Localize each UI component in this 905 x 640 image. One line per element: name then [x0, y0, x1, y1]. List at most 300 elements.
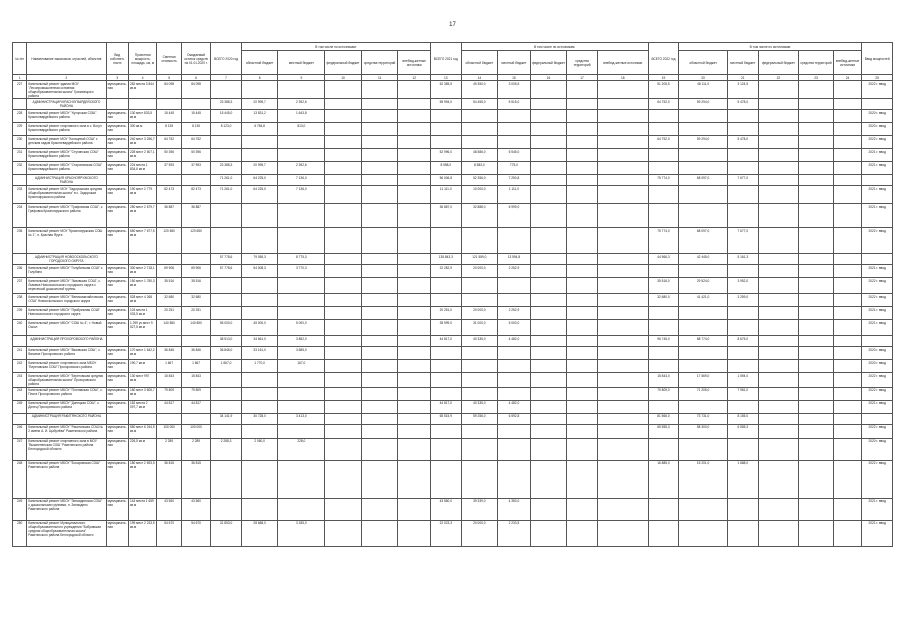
row-number: 249 — [13, 498, 27, 520]
local-2022: 5 478,0 — [728, 136, 759, 149]
total-2022 — [648, 498, 679, 520]
empty-cell — [833, 424, 862, 438]
capacity: 190 мест 2 779 кв.м — [128, 186, 156, 204]
total-2021 — [431, 228, 462, 254]
empty-cell — [530, 360, 567, 373]
empty-cell — [361, 278, 398, 294]
column-number: 2 — [27, 75, 106, 81]
empty-cell — [361, 228, 398, 254]
regional-2020: 64 225,0 — [241, 175, 278, 186]
regional-2021: 10 000,0 — [461, 186, 498, 204]
local-2020: 2 392,6 — [278, 162, 325, 175]
regional-2022 — [679, 307, 728, 320]
estimated-cost: 35 516 — [157, 278, 181, 294]
empty-cell — [758, 373, 799, 387]
regional-2020 — [241, 307, 278, 320]
column-number: 3 — [106, 75, 128, 81]
empty-cell — [567, 400, 598, 413]
estimated-cost: 43 560 — [157, 498, 181, 520]
object-name: Капитальный ремонт спортивного зала МБОУ "Береговская СОШ" Прохоровского района — [27, 360, 106, 373]
remaining-funds: 2 289 — [181, 438, 210, 460]
ownership-type: муниципаль-ная — [106, 110, 128, 123]
empty-cell — [799, 186, 834, 204]
local-2022 — [728, 520, 759, 546]
total-2020: 8 123,0 — [211, 123, 242, 136]
header-extra: внебюд-жетные источники — [398, 51, 431, 75]
empty-cell — [567, 204, 598, 228]
empty-cell — [398, 360, 431, 373]
remaining-funds: 15 843 — [181, 373, 210, 387]
remaining-funds: 35 516 — [181, 278, 210, 294]
group-row — [13, 99, 893, 110]
regional-2021 — [461, 460, 498, 498]
empty-cell — [530, 162, 567, 175]
empty-cell — [799, 520, 834, 546]
object-name: Капитальный ремонт МБОУ "Бочаровская СОШ" Ракитянского района — [27, 460, 106, 498]
group-name: АДМИНИСТРАЦИЯ ПРОХОРОВСКОГО РАЙОНА — [27, 336, 106, 347]
row-number: 227 — [13, 81, 27, 99]
ownership-type: муниципаль-ная — [106, 162, 128, 175]
regional-2022: 29 524,0 — [679, 278, 728, 294]
estimated-cost: 120 650 — [157, 228, 181, 254]
empty-cell — [325, 520, 362, 546]
empty-cell — [361, 498, 398, 520]
estimated-cost: 64 752 — [157, 136, 181, 149]
empty-cell — [325, 360, 362, 373]
column-number: 12 — [398, 75, 431, 81]
regional-2021: 49 350,0 — [461, 81, 498, 99]
ownership-type: муниципаль-ная — [106, 186, 128, 204]
group-name: АДМИНИСТРАЦИЯ РАКИТЯНСКОГО РАЙОНА — [27, 413, 106, 424]
regional-2022: 48 111,0 — [679, 81, 728, 99]
capacity: 170 мест 1 642,2 кв.м — [128, 347, 156, 360]
total-2022: 51 205,5 — [648, 81, 679, 99]
total-2021 — [431, 294, 462, 307]
local-2022 — [728, 265, 759, 278]
empty-cell — [361, 400, 398, 413]
regional-2022: 59 294,0 — [679, 99, 728, 110]
local-2022: 1 688,0 — [728, 460, 759, 498]
empty-cell — [398, 162, 431, 175]
header-name: Наименование заказчиков, отраслей, объектов — [27, 43, 106, 75]
input-year: 2022 г. ввод — [862, 294, 893, 307]
local-2020 — [278, 460, 325, 498]
local-2022 — [728, 347, 759, 360]
empty-cell — [597, 336, 648, 347]
empty-cell — [567, 186, 598, 204]
row-number: 248 — [13, 460, 27, 498]
table-row — [13, 136, 893, 149]
empty-cell — [398, 81, 431, 99]
regional-2020 — [241, 373, 278, 387]
empty-cell — [325, 265, 362, 278]
empty-cell — [128, 254, 156, 265]
empty-cell — [758, 162, 799, 175]
group-no-cell — [13, 336, 27, 347]
empty-cell — [833, 186, 862, 204]
local-2021 — [498, 347, 531, 360]
total-2021: 135 843,3 — [431, 254, 462, 265]
regional-2021: 20 000,0 — [461, 520, 498, 546]
table-row — [13, 438, 893, 460]
remaining-funds: 8 135 — [181, 123, 210, 136]
local-2021: 5 545,0 — [498, 149, 531, 162]
empty-cell — [799, 413, 834, 424]
group-name: АДМИНИСТРАЦИЯ НОВООСКОЛЬСКОГО ГОРОДСКОГО ОКРУГА — [27, 254, 106, 265]
object-name: Капитальный ремонт МБОУ "Хуторская СОШ" Красногвардейского района — [27, 110, 106, 123]
input-year: 2022 г. ввод — [862, 136, 893, 149]
empty-cell — [799, 136, 834, 149]
regional-2020 — [241, 424, 278, 438]
object-name: Капитальный ремонт МБОУ "Зинаидинская СОШ" с дошкольными группами, п. Зинаидино Ракитянского района — [27, 498, 106, 520]
local-2021 — [498, 110, 531, 123]
regional-2020: 2 060,0 — [241, 438, 278, 460]
empty-cell — [530, 136, 567, 149]
empty-cell — [530, 373, 567, 387]
object-name: Капитальный ремонт МБОУ "Прибрежная СОШ" Новооскольского городского округа — [27, 307, 106, 320]
empty-cell — [325, 254, 362, 265]
total-2022 — [648, 400, 679, 413]
ownership-type: муниципаль-ная — [106, 347, 128, 360]
header-ownership: Вид собствен-ности — [106, 43, 128, 75]
local-2020 — [278, 136, 325, 149]
remaining-funds: 64 752 — [181, 136, 210, 149]
empty-cell — [833, 99, 862, 110]
empty-cell — [361, 99, 398, 110]
capacity: 228 мест 2 607,1 кв.м — [128, 149, 156, 162]
regional-2022 — [679, 123, 728, 136]
total-2021: 36 887,0 — [431, 204, 462, 228]
local-2022: 7 981,0 — [728, 387, 759, 400]
local-2022 — [728, 360, 759, 373]
regional-2020: 45 000,0 — [241, 320, 278, 336]
regional-2021: 31 000,0 — [461, 320, 498, 336]
empty-cell — [597, 347, 648, 360]
empty-cell — [567, 278, 598, 294]
empty-cell — [530, 400, 567, 413]
ownership-type: муниципаль-ная — [106, 520, 128, 546]
total-2022: 64 752,0 — [648, 136, 679, 149]
object-name: Капитальный ремонт МБОУ "Вязовская СОШ", с. Вязовое Прохоровского района — [27, 347, 106, 360]
empty-cell — [567, 460, 598, 498]
estimated-cost: 37 593 — [157, 162, 181, 175]
table-row — [13, 186, 893, 204]
local-2020 — [278, 294, 325, 307]
regional-2022: 88 774,0 — [679, 336, 728, 347]
empty-cell — [361, 424, 398, 438]
empty-cell — [361, 254, 398, 265]
local-2020 — [278, 400, 325, 413]
local-2021: 2 252,9 — [498, 307, 531, 320]
remaining-funds: 36 887 — [181, 204, 210, 228]
empty-cell — [833, 373, 862, 387]
estimated-cost: 44 817 — [157, 400, 181, 413]
ownership-type: муниципаль-ная — [106, 204, 128, 228]
empty-cell — [758, 460, 799, 498]
empty-cell — [361, 136, 398, 149]
empty-cell — [398, 149, 431, 162]
empty-cell — [833, 438, 862, 460]
empty-cell — [325, 347, 362, 360]
capacity: 224 места 1 834,6 кв.м — [128, 162, 156, 175]
empty-cell — [567, 424, 598, 438]
regional-2022 — [679, 186, 728, 204]
empty-cell — [530, 278, 567, 294]
input-year: 2022 г. ввод — [862, 424, 893, 438]
header-territory: средства территорий — [799, 51, 834, 75]
regional-2020 — [241, 460, 278, 498]
local-2022: 8 675,0 — [728, 336, 759, 347]
empty-cell — [398, 498, 431, 520]
empty-cell — [567, 347, 598, 360]
header-regional: областной бюджет — [241, 51, 278, 75]
empty-cell — [361, 373, 398, 387]
regional-2021 — [461, 278, 498, 294]
input-year: 2022 г. ввод — [862, 387, 893, 400]
total-2021 — [431, 110, 462, 123]
empty-cell — [398, 265, 431, 278]
object-name: Капитальный ремонт МБОУ "Великомихайловская СОШ" Новооскольского городского округа — [27, 294, 106, 307]
row-number: 228 — [13, 110, 27, 123]
empty-cell — [833, 520, 862, 546]
regional-2020 — [241, 204, 278, 228]
empty-cell — [597, 387, 648, 400]
total-2021: 44 817,0 — [431, 336, 462, 347]
empty-cell — [758, 336, 799, 347]
empty-cell — [567, 373, 598, 387]
empty-cell — [325, 460, 362, 498]
empty-cell — [758, 149, 799, 162]
empty-cell — [398, 460, 431, 498]
empty-cell — [758, 520, 799, 546]
table-row — [13, 424, 893, 438]
column-number: 9 — [278, 75, 325, 81]
group-no-cell — [13, 99, 27, 110]
empty-cell — [862, 99, 893, 110]
capacity: 300 мест 2 718,1 кв.м — [128, 265, 156, 278]
total-2021: 55 994,0 — [431, 99, 462, 110]
table-row — [13, 149, 893, 162]
regional-2021: 20 000,0 — [461, 307, 498, 320]
remaining-funds: 140 850 — [181, 320, 210, 336]
total-2022 — [648, 149, 679, 162]
total-2022 — [648, 186, 679, 204]
local-2022 — [728, 110, 759, 123]
local-2022 — [728, 123, 759, 136]
header-incl-2020: В том числе по источникам: — [241, 43, 430, 51]
local-2021: 7 250,8 — [498, 175, 531, 186]
header-incl-2022: В том числе по источникам: — [679, 43, 862, 51]
empty-cell — [530, 186, 567, 204]
total-2020: 57 778,6 — [211, 254, 242, 265]
empty-cell — [157, 99, 181, 110]
object-name: Капитальный ремонт МБОУ "Львовская СОШ", с. Львовка Новооскольского городского округа с пересечкой дошкольной группы — [27, 278, 106, 294]
empty-cell — [325, 204, 362, 228]
total-2020 — [211, 307, 242, 320]
empty-cell — [597, 99, 648, 110]
regional-2021 — [461, 228, 498, 254]
input-year: 2020 г. ввод — [862, 347, 893, 360]
column-number: 4 — [128, 75, 156, 81]
local-2022: 7 677,0 — [728, 175, 759, 186]
total-2020 — [211, 498, 242, 520]
row-number: 246 — [13, 424, 27, 438]
empty-cell — [597, 123, 648, 136]
capacity: 250 мест 2 679,7 кв.м — [128, 204, 156, 228]
empty-cell — [833, 460, 862, 498]
empty-cell — [325, 149, 362, 162]
total-2022: 15 843,0 — [648, 373, 679, 387]
local-2021 — [498, 424, 531, 438]
row-number: 250 — [13, 520, 27, 546]
object-name: Капитальный ремонт МБОУ "Плотавская СОШ", с. Плота Прохоровского района — [27, 387, 106, 400]
local-2021 — [498, 294, 531, 307]
local-2021: 4 482,0 — [498, 336, 531, 347]
empty-cell — [833, 265, 862, 278]
empty-cell — [799, 265, 834, 278]
empty-cell — [398, 347, 431, 360]
empty-cell — [833, 413, 862, 424]
total-2020: 34 141,9 — [211, 413, 242, 424]
regional-2020: 64 225,0 — [241, 186, 278, 204]
estimated-cost: 82 473 — [157, 186, 181, 204]
capacity: 180 мест 3 605,7 кв.м — [128, 387, 156, 400]
total-2022: 35 516,0 — [648, 278, 679, 294]
empty-cell — [325, 400, 362, 413]
total-2021 — [431, 387, 462, 400]
empty-cell — [398, 520, 431, 546]
local-2021 — [498, 460, 531, 498]
object-name: Капитальный ремонт Муниципального общеобразовательного учреждения "Бобравская средняя общеобразовательная школа" Ракитянского района Белгородской области — [27, 520, 106, 546]
empty-cell — [567, 320, 598, 336]
empty-cell — [398, 424, 431, 438]
row-number: 241 — [13, 347, 27, 360]
regional-2021: 40 335,0 — [461, 400, 498, 413]
estimated-cost: 8 135 — [157, 123, 181, 136]
total-2021 — [431, 438, 462, 460]
empty-cell — [567, 162, 598, 175]
local-2020 — [278, 278, 325, 294]
empty-cell — [361, 294, 398, 307]
header-total-2021: ВСЕГО 2021 год — [431, 43, 462, 75]
column-number: 24 — [833, 75, 862, 81]
empty-cell — [361, 360, 398, 373]
investment-program-table — [12, 42, 893, 547]
local-2021: 13 594,8 — [498, 254, 531, 265]
total-2020 — [211, 424, 242, 438]
regional-2022 — [679, 320, 728, 336]
empty-cell — [567, 413, 598, 424]
remaining-funds: 79 809 — [181, 387, 210, 400]
local-2021: 775,0 — [498, 162, 531, 175]
empty-cell — [567, 175, 598, 186]
regional-2021: 121 559,0 — [461, 254, 498, 265]
regional-2021 — [461, 110, 498, 123]
empty-cell — [181, 99, 210, 110]
ownership-type: муниципаль-ная — [106, 387, 128, 400]
ownership-type: муниципаль-ная — [106, 228, 128, 254]
empty-cell — [597, 136, 648, 149]
empty-cell — [361, 347, 398, 360]
capacity: 150 мест 1 780,3 кв.м — [128, 278, 156, 294]
local-2022: 6 555,3 — [728, 424, 759, 438]
total-2021: 11 111,0 — [431, 186, 462, 204]
empty-cell — [181, 336, 210, 347]
local-2020 — [278, 149, 325, 162]
empty-cell — [799, 254, 834, 265]
empty-cell — [799, 438, 834, 460]
empty-cell — [799, 228, 834, 254]
total-2021 — [431, 424, 462, 438]
empty-cell — [398, 228, 431, 254]
empty-cell — [833, 149, 862, 162]
local-2021 — [498, 123, 531, 136]
estimated-cost: 36 887 — [157, 204, 181, 228]
regional-2020: 6 784,8 — [241, 123, 278, 136]
empty-cell — [398, 204, 431, 228]
capacity: 300 кв.м — [128, 123, 156, 136]
empty-cell — [597, 498, 648, 520]
regional-2020: 34 661,0 — [241, 336, 278, 347]
column-number: 14 — [461, 75, 498, 81]
remaining-funds: 20 251 — [181, 307, 210, 320]
remaining-funds: 36 815 — [181, 460, 210, 498]
header-regional: областной бюджет — [679, 51, 728, 75]
empty-cell — [398, 336, 431, 347]
total-2022 — [648, 438, 679, 460]
capacity: 180 мест 2 693,5 кв.м — [128, 460, 156, 498]
empty-cell — [567, 336, 598, 347]
row-number: 230 — [13, 136, 27, 149]
empty-cell — [567, 387, 598, 400]
total-2020 — [211, 149, 242, 162]
total-2022: 32 680,0 — [648, 294, 679, 307]
empty-cell — [398, 373, 431, 387]
local-2022 — [728, 186, 759, 204]
row-number: 235 — [13, 228, 27, 254]
empty-cell — [833, 204, 862, 228]
total-2020: 23 388,3 — [211, 162, 242, 175]
table-row — [13, 373, 893, 387]
column-number: 22 — [758, 75, 799, 81]
row-number: 240 — [13, 320, 27, 336]
column-number: 20 — [679, 75, 728, 81]
object-name: Капитальный ремонт МБОУ "Графовская СОШ", с. Графовка Краснояружского района — [27, 204, 106, 228]
total-2021: 35 999,0 — [431, 320, 462, 336]
regional-2021 — [461, 387, 498, 400]
local-2021 — [498, 438, 531, 460]
object-name: Капитальный ремонт спортивного зала в с. Вогул Красногвардейского района — [27, 123, 106, 136]
total-2020: 38 513,0 — [211, 336, 242, 347]
total-2021 — [431, 347, 462, 360]
empty-cell — [325, 373, 362, 387]
column-number: 25 — [862, 75, 893, 81]
empty-cell — [567, 99, 598, 110]
local-2020: 5 000,0 — [278, 320, 325, 336]
remaining-funds: 69 906 — [181, 265, 210, 278]
input-year: 2020 г. ввод — [862, 360, 893, 373]
local-2020 — [278, 81, 325, 99]
empty-cell — [157, 413, 181, 424]
header-total-2022: ВСЕГО 2022 год — [648, 43, 679, 75]
local-2022: 5 478,0 — [728, 99, 759, 110]
total-2022: 75 774,0 — [648, 228, 679, 254]
empty-cell — [758, 278, 799, 294]
regional-2020: 13 831,2 — [241, 110, 278, 123]
empty-cell — [361, 413, 398, 424]
empty-cell — [361, 149, 398, 162]
empty-cell — [597, 254, 648, 265]
